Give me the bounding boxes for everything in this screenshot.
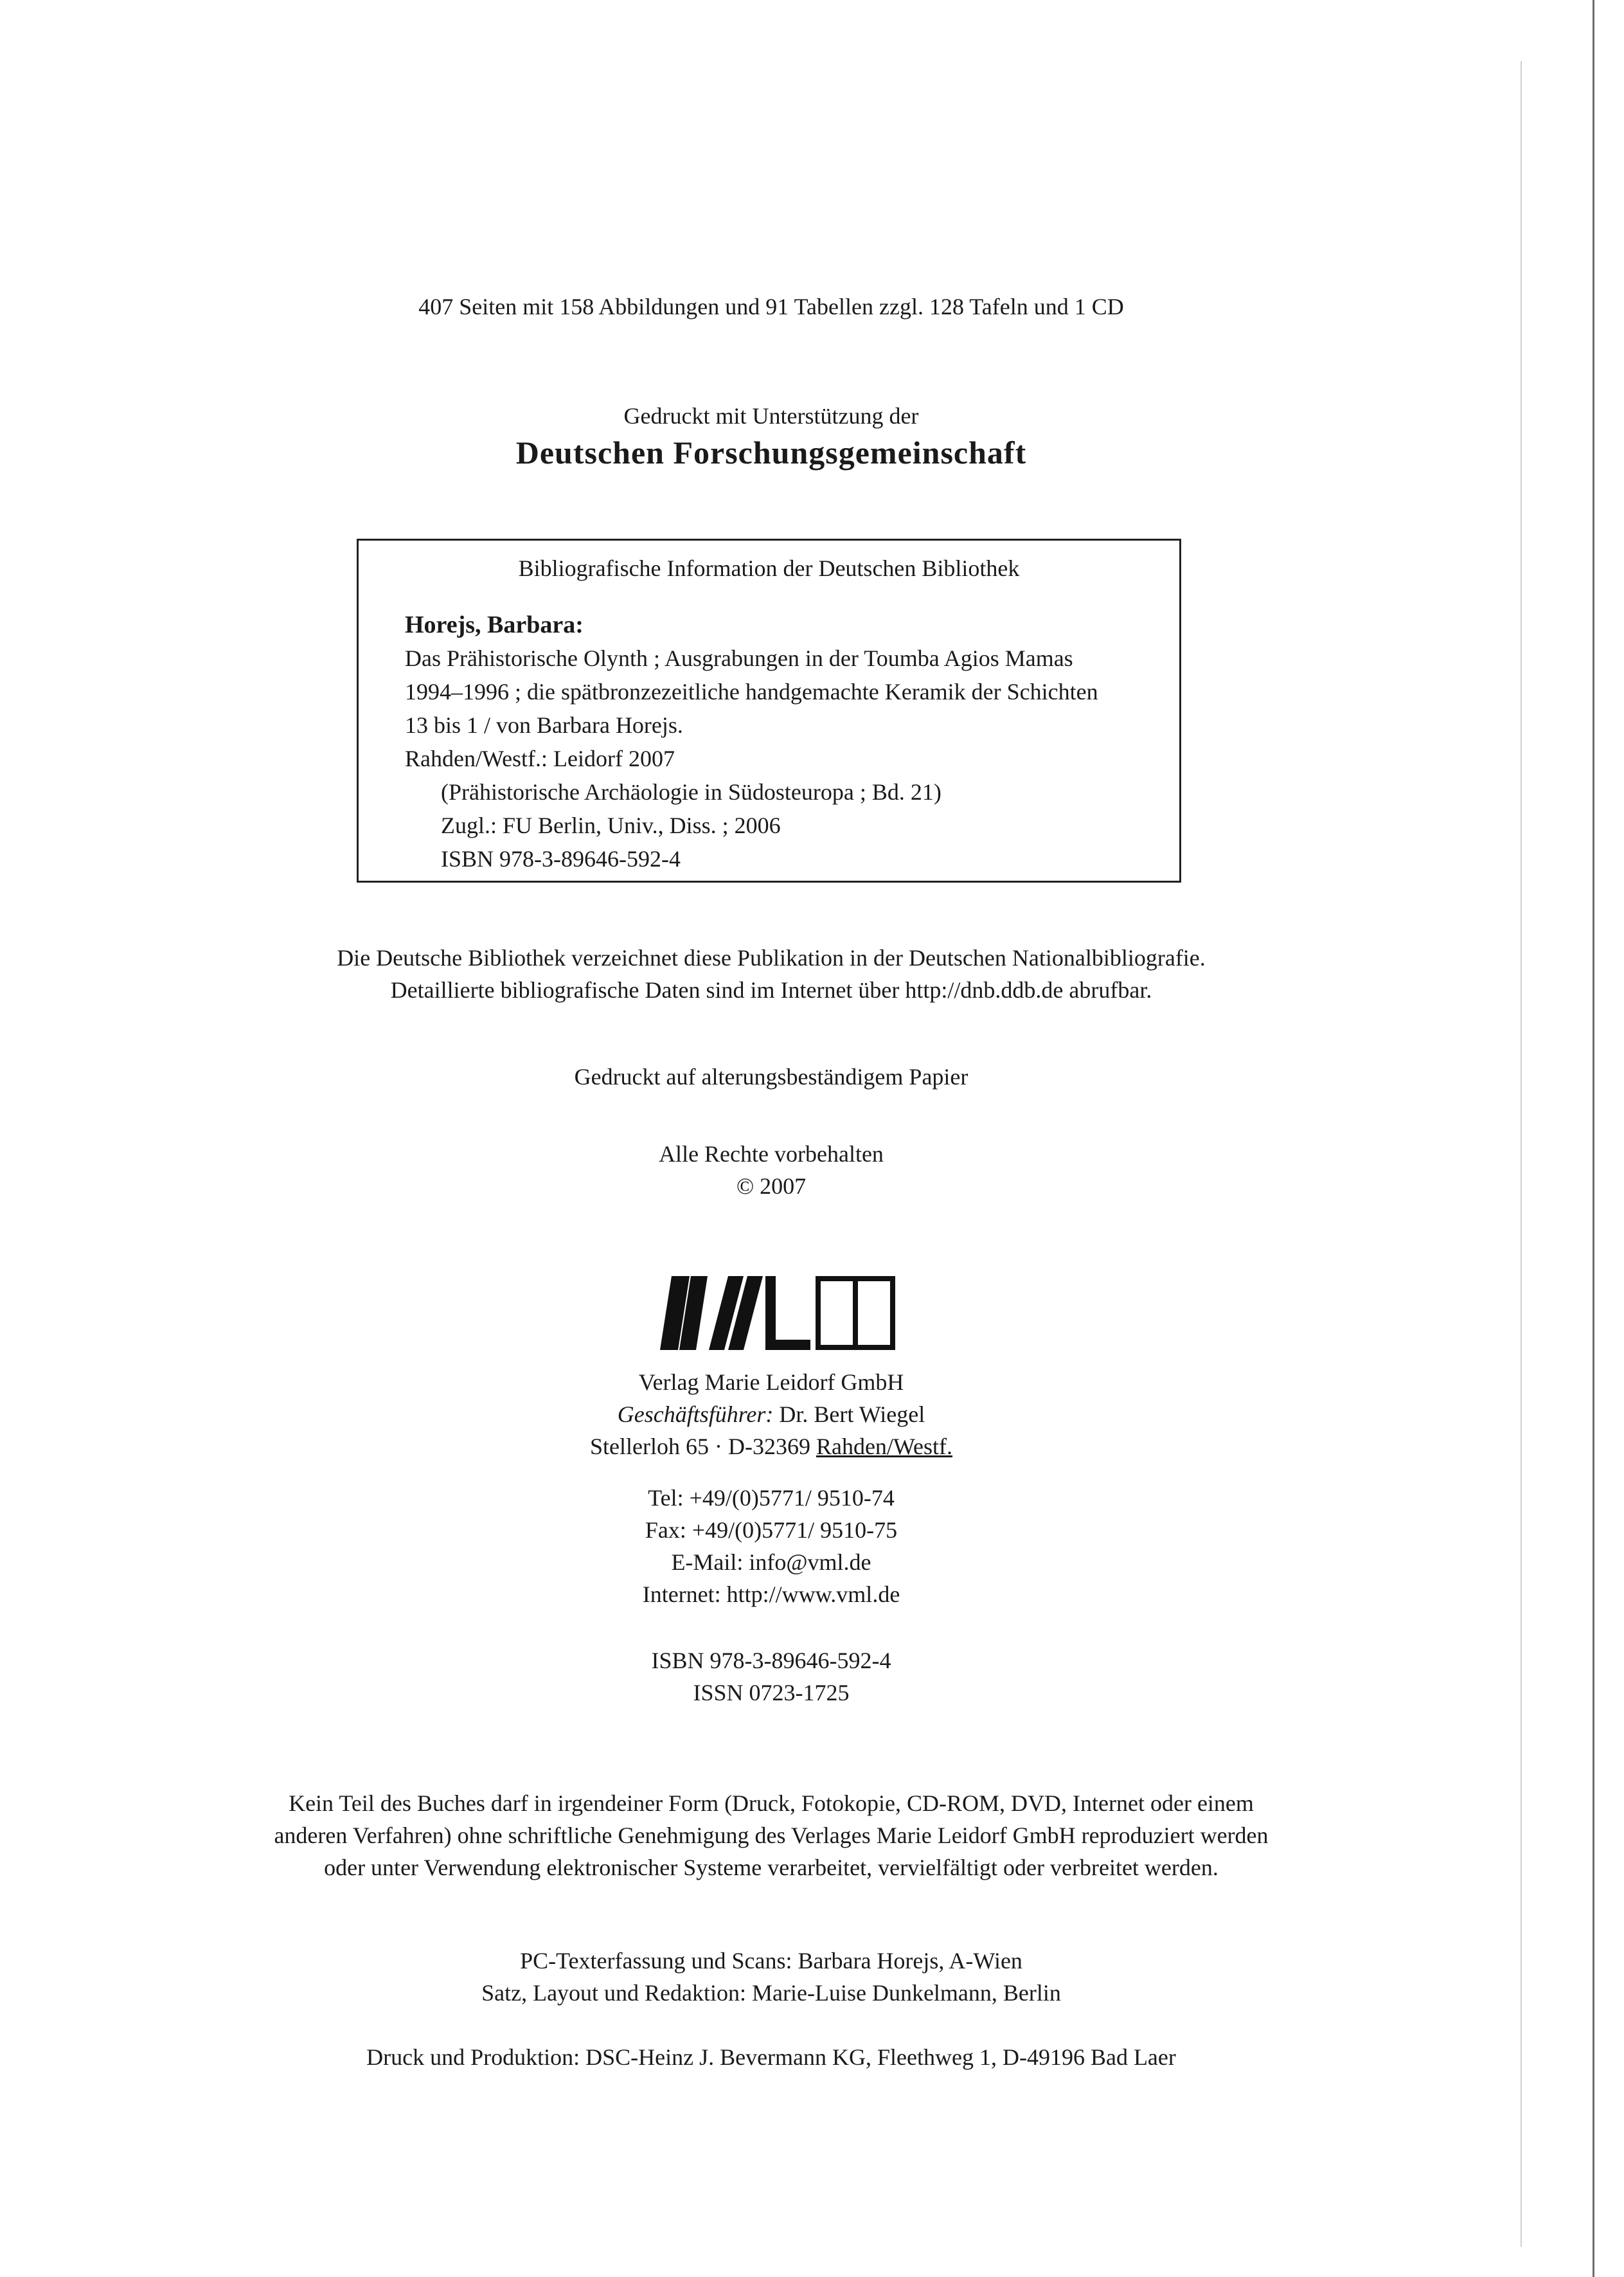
copyright-notice-line-3: oder unter Verwendung elektronischer Systeme verarbeitet, vervielfältigt oder verbreitet werden. [324, 1855, 1218, 1880]
publisher-issn: ISSN 0723-1725 [693, 1680, 850, 1706]
publisher-address [0, 1430, 1542, 1462]
publisher-director [0, 1398, 1542, 1430]
publisher-tel: Tel: +49/(0)5771/ 9510-74 [648, 1485, 895, 1511]
address-city: Rahden/Westf. [816, 1434, 952, 1459]
biblio-author: Horejs, Barbara: [405, 611, 584, 638]
bibliographic-info-box [357, 539, 1181, 883]
publisher-isbn: ISBN 978-3-89646-592-4 [651, 1648, 891, 1673]
support-line: Gedruckt mit Unterstützung der [623, 403, 919, 429]
director-name: Dr. Bert Wiegel [779, 1401, 925, 1427]
address-prefix: Stellerloh 65 · D-32369 [590, 1434, 810, 1459]
biblio-line: Rahden/Westf.: Leidorf 2007 [405, 746, 675, 771]
biblio-line: 13 bis 1 / von Barbara Horejs. [405, 712, 683, 738]
publisher-internet: Internet: http://www.vml.de [642, 1581, 900, 1607]
copyright-year: © 2007 [736, 1173, 807, 1199]
vml-logo [659, 1276, 900, 1350]
publisher-email: E-Mail: info@vml.de [671, 1549, 871, 1575]
biblio-isbn: ISBN 978-3-89646-592-4 [441, 846, 681, 872]
biblio-heading: Bibliografische Information der Deutschen Bibliothek [518, 555, 1020, 581]
copyright-notice-line-1: Kein Teil des Buches darf in irgendeiner Form (Druck, Fotokopie, CD-ROM, DVD, Internet oder einem [289, 1790, 1254, 1816]
credits-layout: Satz, Layout und Redaktion: Marie-Luise Dunkelmann, Berlin [481, 1980, 1061, 2006]
extent-line: 407 Seiten mit 158 Abbildungen und 91 Tabellen zzgl. 128 Tafeln und 1 CD [418, 294, 1124, 320]
national-bib-line-1: Die Deutsche Bibliothek verzeichnet diese Publikation in der Deutschen Nationalbibliografie. [337, 945, 1206, 971]
biblio-line: 1994–1996 ; die spätbronzezeitliche handgemachte Keramik der Schichten [405, 679, 1098, 705]
national-bib-line-2: Detaillierte bibliografische Daten sind im Internet über http://dnb.ddb.de abrufbar. [390, 977, 1152, 1003]
paper-note: Gedruckt auf alterungsbeständigem Papier [574, 1064, 968, 1090]
credits-print: Druck und Produktion: DSC-Heinz J. Bevermann KG, Fleethweg 1, D-49196 Bad Laer [366, 2044, 1176, 2070]
director-label: Geschäftsführer: [617, 1401, 774, 1427]
page-edge-line [1593, 0, 1594, 2277]
rights-line: Alle Rechte vorbehalten [659, 1141, 884, 1167]
copyright-notice-line-2: anderen Verfahren) ohne schriftliche Genehmigung des Verlages Marie Leidorf GmbH reproduziert werden [274, 1823, 1269, 1848]
biblio-thesis: Zugl.: FU Berlin, Univ., Diss. ; 2006 [441, 813, 781, 838]
funder-heading: Deutschen Forschungsgemeinschaft [515, 435, 1027, 471]
credits-scans: PC-Texterfassung und Scans: Barbara Horejs, A-Wien [520, 1948, 1022, 1974]
scan-margin-line [1521, 61, 1522, 2247]
publisher-name: Verlag Marie Leidorf GmbH [638, 1369, 904, 1395]
biblio-line: Das Prähistorische Olynth ; Ausgrabungen in der Toumba Agios Mamas [405, 645, 1073, 671]
biblio-entry [405, 608, 1098, 876]
publisher-fax: Fax: +49/(0)5771/ 9510-75 [645, 1517, 898, 1543]
biblio-series: (Prähistorische Archäologie in Südosteuropa ; Bd. 21) [441, 779, 941, 805]
